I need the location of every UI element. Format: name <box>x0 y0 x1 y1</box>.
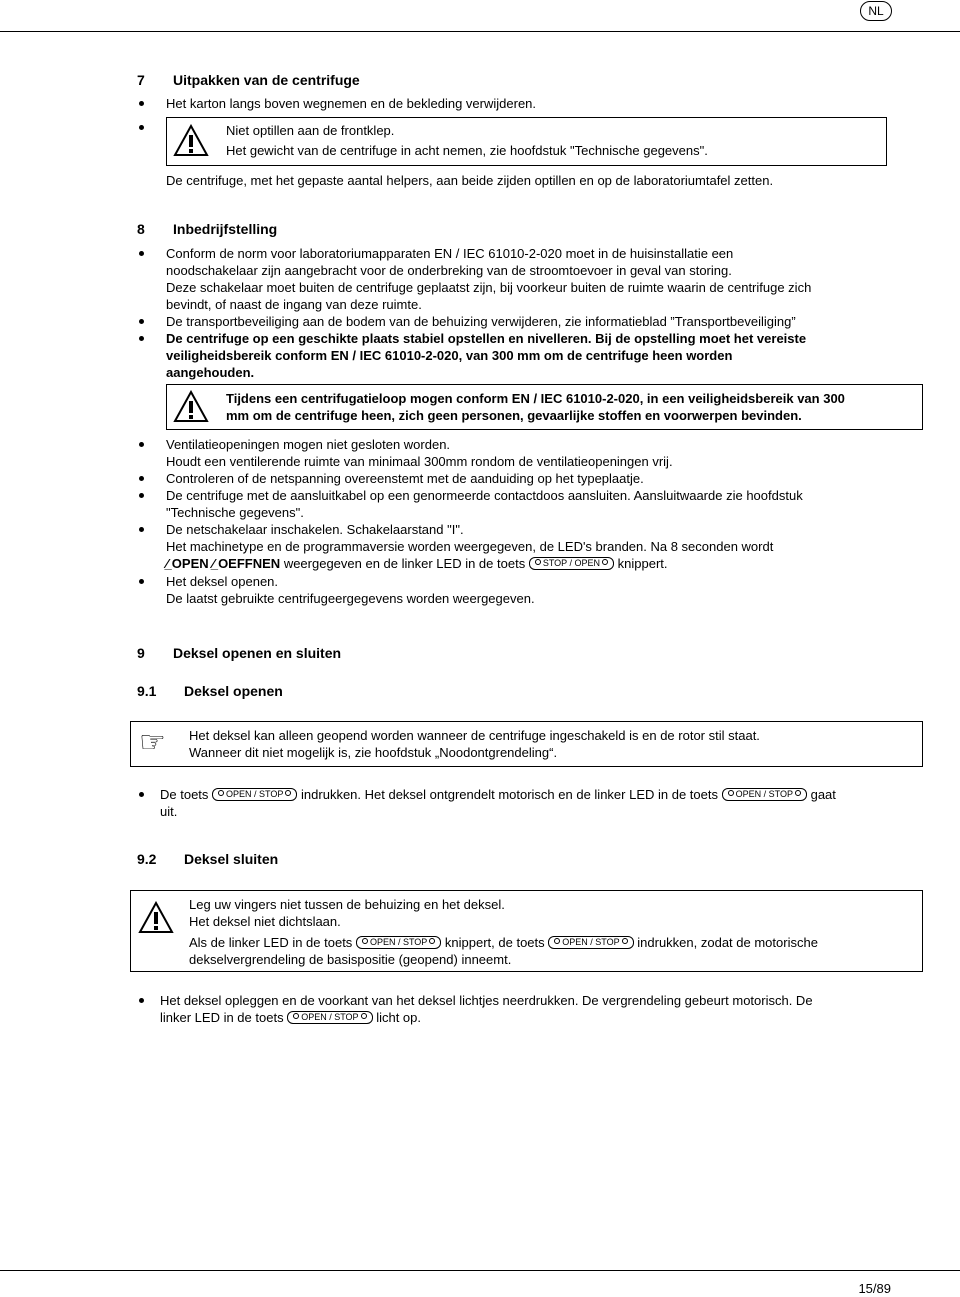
footer-rule <box>0 1270 960 1271</box>
section-number: 9 <box>137 645 145 661</box>
line <box>166 555 773 572</box>
bullet <box>139 527 144 532</box>
section-title: Deksel openen <box>184 683 283 699</box>
page-number: 15/89 <box>858 1281 891 1296</box>
section-title: Uitpakken van de centrifuge <box>173 72 360 88</box>
line <box>160 1009 813 1026</box>
warning-box <box>130 890 923 972</box>
warning-triangle-icon <box>173 390 209 423</box>
key-label: OPEN / STOP <box>735 789 793 799</box>
list-item <box>166 245 811 313</box>
list-item <box>160 992 813 1026</box>
text: De toets <box>160 787 209 802</box>
bullet <box>139 442 144 447</box>
text: knippert, de toets <box>444 935 545 950</box>
section-number: 9.1 <box>137 683 157 699</box>
open-stop-key <box>212 788 297 801</box>
bullet <box>139 319 144 324</box>
text: weergegeven en de linker LED in de toets <box>283 556 526 571</box>
warning-text: Leg uw vingers niet tussen de behuizing en het deksel. <box>189 897 505 912</box>
open-stop-key <box>548 936 633 949</box>
section-7-heading <box>137 72 360 89</box>
section-title: Inbedrijfstelling <box>173 221 278 237</box>
line: aangehouden. <box>166 365 255 380</box>
section-number: 9.2 <box>137 851 157 867</box>
open-stop-key <box>287 1011 372 1024</box>
open-stop-key <box>356 936 441 949</box>
warning-text: Het deksel niet dichtslaan. <box>189 914 341 929</box>
line: Ventilatieopeningen mogen niet gesloten worden. <box>166 437 451 452</box>
line: noodschakelaar zijn aangebracht voor de onderbreking van de stroomtoevoer in geval van storing. <box>166 263 732 278</box>
list-item: De transportbeveiliging aan de bodem van de behuizing verwijderen, zie informatieblad ”Transportbeveiliging” <box>166 314 796 329</box>
text: Als de linker LED in de toets <box>189 935 353 950</box>
header-rule <box>0 31 960 32</box>
line: Het deksel openen. <box>166 574 279 589</box>
section-8-heading <box>137 221 278 238</box>
line: De centrifuge op een geschikte plaats stabiel opstellen en nivelleren. Bij de opstelling moet het vereiste <box>166 331 807 346</box>
section-title: Deksel sluiten <box>184 851 279 867</box>
open-stop-key <box>722 788 807 801</box>
warning-box <box>166 384 923 430</box>
text: indrukken. Het deksel ontgrendelt motorisch en de linker LED in de toets <box>301 787 718 802</box>
text: knippert. <box>617 556 668 571</box>
list-item: Controleren of de netspanning overeenstemt met de aanduiding op het typeplaatje. <box>166 471 644 486</box>
bullet <box>139 101 144 106</box>
stop-open-key <box>529 557 614 570</box>
key-label: OPEN / STOP <box>301 1012 359 1022</box>
section-number: 7 <box>137 72 145 88</box>
section-title: Deksel openen en sluiten <box>173 645 342 661</box>
list-item <box>166 436 673 470</box>
list-item <box>160 786 836 820</box>
text: licht op. <box>376 1010 421 1025</box>
warning-text: Tijdens een centrifugatieloop mogen conform EN / IEC 61010-2-020, in een veiligheidsbereik van 300 <box>226 391 845 406</box>
bullet <box>139 476 144 481</box>
bullet <box>139 998 144 1003</box>
key-label: OPEN / STOP <box>226 789 284 799</box>
display-text: OPEN <box>171 556 209 571</box>
section-9-2-heading <box>137 851 279 868</box>
display-text: OEFFNEN <box>218 556 281 571</box>
line: veiligheidsbereik conform EN / IEC 61010-2-020, van 300 mm om de centrifuge heen worden <box>166 348 733 363</box>
line: bevindt, of naast de ingang van deze ruimte. <box>166 297 422 312</box>
warning-text: Het gewicht van de centrifuge in acht nemen, zie hoofdstuk "Technische gegevens". <box>226 143 708 158</box>
line: Deze schakelaar moet buiten de centrifuge geplaatst zijn, bij voorkeur buiten de ruimte waarin de centrifuge zich <box>166 280 812 295</box>
warning-text: mm om de centrifuge heen, zich geen personen, gevaarlijke stoffen en voorwerpen bevinden. <box>226 408 802 423</box>
warning-text <box>189 934 818 951</box>
line <box>160 786 836 803</box>
pointing-hand-icon: ☞ <box>139 726 166 759</box>
line: Houdt een ventilerende ruimte van minimaal 300mm rondom de ventilatieopeningen vrij. <box>166 454 673 469</box>
warning-text: dekselvergrendeling de basispositie (geopend) inneemt. <box>189 952 512 967</box>
note-box <box>130 721 923 767</box>
list-item: Het karton langs boven wegnemen en de bekleding verwijderen. <box>166 96 537 111</box>
list-item <box>166 573 535 607</box>
key-label: OPEN / STOP <box>562 937 620 947</box>
bullet <box>139 336 144 341</box>
bullet <box>139 493 144 498</box>
line: Conform de norm voor laboratoriumapparaten EN / IEC 61010-2-020 moet in de huisinstallatie een <box>166 246 734 261</box>
open-display-icon: ∕̲ <box>166 556 169 571</box>
section-number: 8 <box>137 221 145 237</box>
line: De laatst gebruikte centrifugeergegevens worden weergegeven. <box>166 591 535 606</box>
text: linker LED in de toets <box>160 1010 284 1025</box>
line: De centrifuge met de aansluitkabel op een genormeerde contactdoos aansluiten. Aansluitwaarde zie hoofdstuk <box>166 488 803 503</box>
warning-text: Niet optillen aan de frontklep. <box>226 123 395 138</box>
line: uit. <box>160 804 178 819</box>
line: "Technische gegevens". <box>166 505 304 520</box>
warning-triangle-icon <box>138 901 174 934</box>
line: Het deksel opleggen en de voorkant van het deksel lichtjes neerdrukken. De vergrendeling gebeurt motorisch. De <box>160 993 813 1008</box>
list-item <box>166 521 773 572</box>
text: gaat <box>810 787 836 802</box>
section-9-1-heading <box>137 683 283 700</box>
line: De netschakelaar inschakelen. Schakelaarstand "I". <box>166 522 464 537</box>
list-item <box>166 487 803 521</box>
text: indrukken, zodat de motorische <box>637 935 818 950</box>
key-label: STOP / OPEN <box>542 558 601 568</box>
bullet <box>139 125 144 130</box>
list-item <box>166 330 806 381</box>
bullet <box>139 792 144 797</box>
note-text: Wanneer dit niet mogelijk is, zie hoofdstuk „Noodontgrendeling“. <box>189 745 558 760</box>
note-text: Het deksel kan alleen geopend worden wanneer de centrifuge ingeschakeld is en de rotor stil staat. <box>189 728 760 743</box>
paragraph: De centrifuge, met het gepaste aantal helpers, aan beide zijden optillen en op de laboratoriumtafel zetten. <box>166 173 774 188</box>
warning-box <box>166 117 887 166</box>
open-display-icon: ∕̲ <box>212 556 215 571</box>
language-badge: NL <box>860 1 892 21</box>
warning-triangle-icon <box>173 124 209 157</box>
bullet <box>139 579 144 584</box>
key-label: OPEN / STOP <box>369 937 428 947</box>
section-9-heading <box>137 645 342 662</box>
line: Het machinetype en de programmaversie worden weergegeven, de LED's branden. Na 8 seconden wordt <box>166 539 774 554</box>
bullet <box>139 251 144 256</box>
